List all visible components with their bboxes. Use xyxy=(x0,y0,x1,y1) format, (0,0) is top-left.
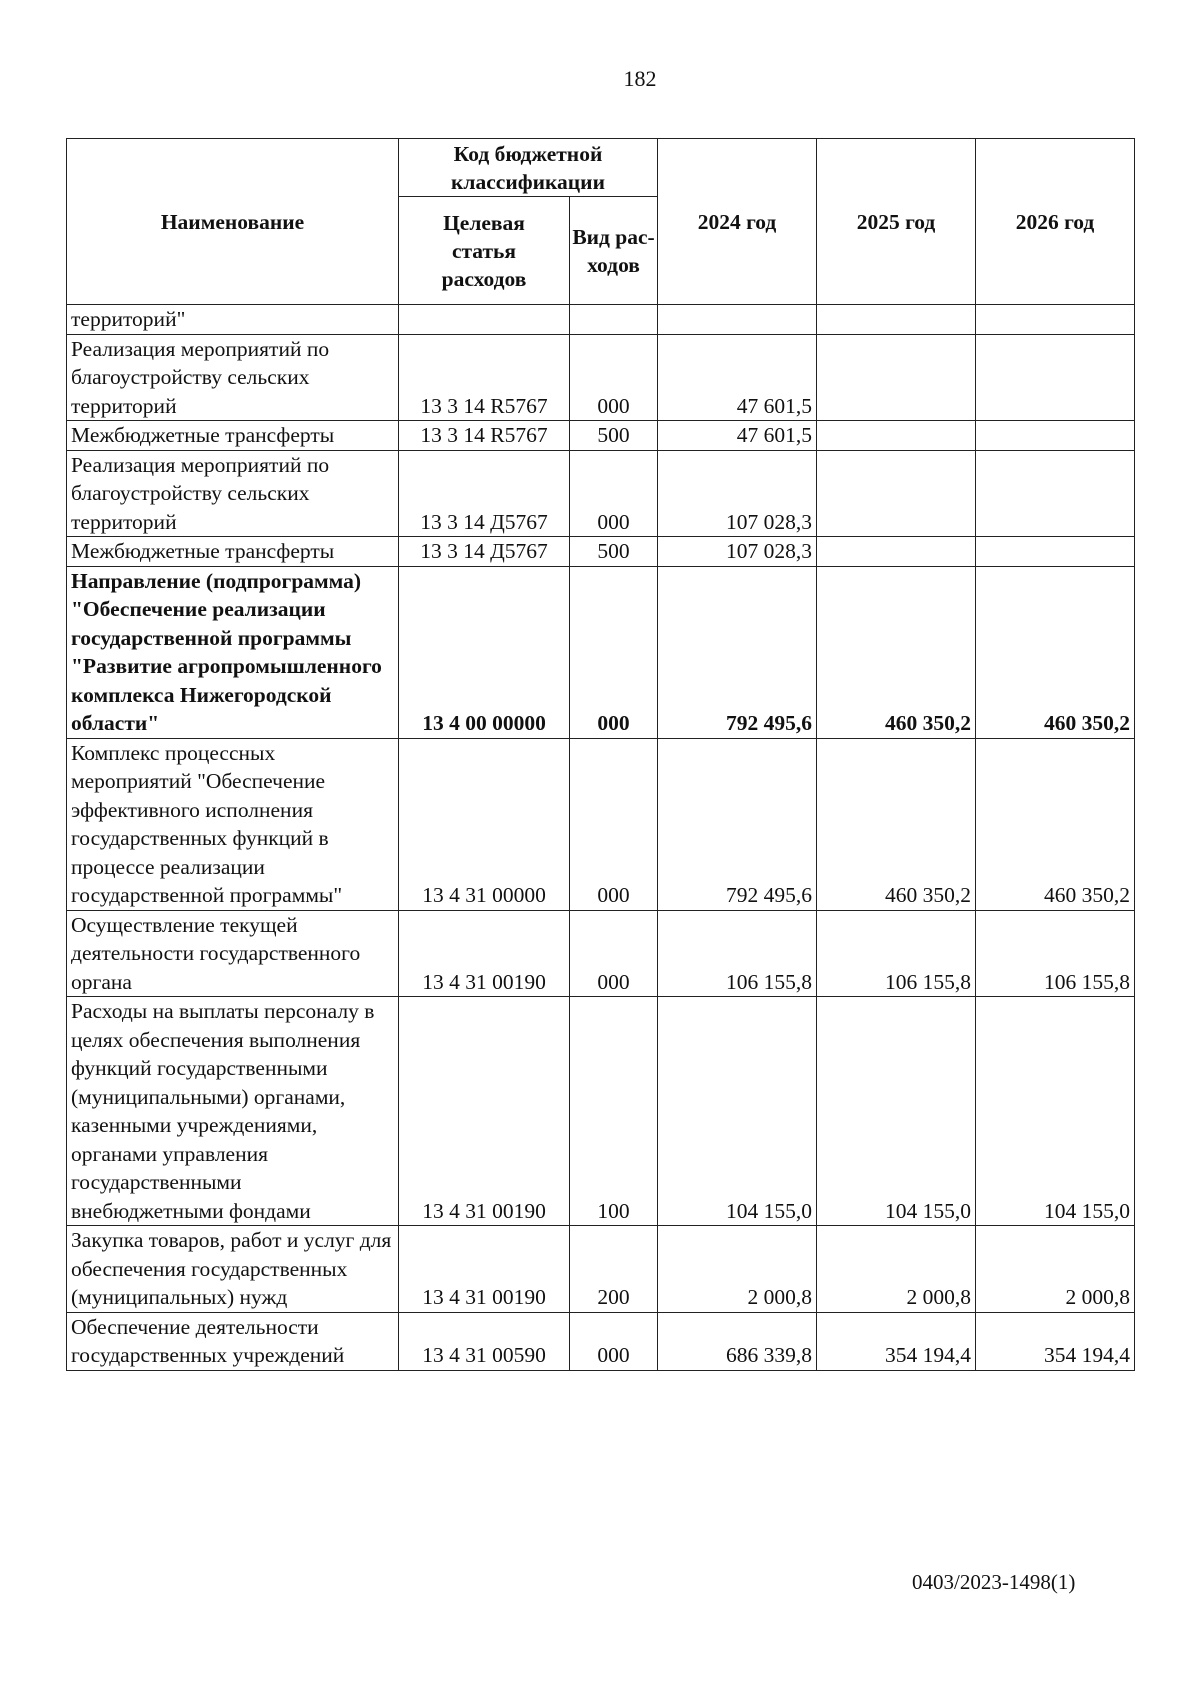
table-row xyxy=(67,537,1135,567)
row-target-code: 13 3 14 R5767 xyxy=(399,421,570,451)
row-amount-2024: 792 495,6 xyxy=(658,566,817,738)
row-target-code: 13 4 00 00000 xyxy=(399,566,570,738)
row-amount-2024: 47 601,5 xyxy=(658,421,817,451)
row-target-code: 13 4 31 00190 xyxy=(399,997,570,1226)
table-row xyxy=(67,305,1135,335)
row-target-code: 13 3 14 Д5767 xyxy=(399,450,570,537)
row-amount-2025: 354 194,4 xyxy=(817,1312,976,1370)
document-code: 0403/2023-1498(1) xyxy=(912,1570,1076,1594)
row-amount-2024: 47 601,5 xyxy=(658,334,817,421)
row-amount-2024: 107 028,3 xyxy=(658,537,817,567)
row-name: Осуществление текущей деятельности государственного органа xyxy=(67,910,399,997)
row-amount-2026 xyxy=(976,537,1135,567)
row-amount-2025: 460 350,2 xyxy=(817,738,976,910)
row-amount-2025: 460 350,2 xyxy=(817,566,976,738)
row-amount-2026 xyxy=(976,450,1135,537)
row-amount-2024: 792 495,6 xyxy=(658,738,817,910)
table-row xyxy=(67,910,1135,997)
row-expense-kind: 500 xyxy=(570,537,658,567)
row-expense-kind: 000 xyxy=(570,1312,658,1370)
row-expense-kind: 200 xyxy=(570,1226,658,1313)
table-row xyxy=(67,738,1135,910)
table-row xyxy=(67,1226,1135,1313)
row-expense-kind: 500 xyxy=(570,421,658,451)
row-target-code: 13 4 31 00190 xyxy=(399,1226,570,1313)
header-name: Наименование xyxy=(67,139,399,305)
row-target-code: 13 4 31 00590 xyxy=(399,1312,570,1370)
row-amount-2025 xyxy=(817,537,976,567)
row-amount-2025: 106 155,8 xyxy=(817,910,976,997)
row-amount-2026 xyxy=(976,334,1135,421)
row-amount-2024: 2 000,8 xyxy=(658,1226,817,1313)
row-amount-2026: 460 350,2 xyxy=(976,566,1135,738)
table-row xyxy=(67,421,1135,451)
row-name: Реализация мероприятий по благоустройству сельских территорий xyxy=(67,334,399,421)
row-amount-2024: 107 028,3 xyxy=(658,450,817,537)
row-target-code: 13 4 31 00190 xyxy=(399,910,570,997)
row-name: Межбюджетные трансферты xyxy=(67,421,399,451)
row-expense-kind: 100 xyxy=(570,997,658,1226)
row-amount-2026: 354 194,4 xyxy=(976,1312,1135,1370)
row-expense-kind: 000 xyxy=(570,566,658,738)
table-row xyxy=(67,997,1135,1226)
row-amount-2025 xyxy=(817,450,976,537)
row-name: Расходы на выплаты персоналу в целях обеспечения выполнения функций государственными (муниципальными) органами, казенными учреждениями, органами управления государственными внебюджетными фондами xyxy=(67,997,399,1226)
row-target-code xyxy=(399,305,570,335)
table-row xyxy=(67,1312,1135,1370)
row-name: Закупка товаров, работ и услуг для обеспечения государственных (муниципальных) нужд xyxy=(67,1226,399,1313)
row-amount-2026: 460 350,2 xyxy=(976,738,1135,910)
header-target: Целевая статья расходов xyxy=(399,197,570,305)
row-target-code: 13 3 14 R5767 xyxy=(399,334,570,421)
row-amount-2025 xyxy=(817,334,976,421)
row-amount-2024: 686 339,8 xyxy=(658,1312,817,1370)
table-row xyxy=(67,334,1135,421)
header-2025: 2025 год xyxy=(817,139,976,305)
header-2024: 2024 год xyxy=(658,139,817,305)
row-expense-kind: 000 xyxy=(570,738,658,910)
row-name: Обеспечение деятельности государственных учреждений xyxy=(67,1312,399,1370)
row-name: Направление (подпрограмма) "Обеспечение реализации государственной программы "Развитие агропромышленного комплекса Нижегородской области" xyxy=(67,566,399,738)
row-amount-2026: 106 155,8 xyxy=(976,910,1135,997)
row-name: Реализация мероприятий по благоустройству сельских территорий xyxy=(67,450,399,537)
header-kind: Вид рас-ходов xyxy=(570,197,658,305)
row-amount-2025 xyxy=(817,305,976,335)
row-amount-2025: 2 000,8 xyxy=(817,1226,976,1313)
row-name: Межбюджетные трансферты xyxy=(67,537,399,567)
row-amount-2025: 104 155,0 xyxy=(817,997,976,1226)
page-number: 182 xyxy=(623,66,657,91)
header-2026: 2026 год xyxy=(976,139,1135,305)
row-amount-2026 xyxy=(976,421,1135,451)
header-code-group: Код бюджетной классификации xyxy=(399,139,658,197)
row-expense-kind xyxy=(570,305,658,335)
table-row xyxy=(67,450,1135,537)
row-name: территорий" xyxy=(67,305,399,335)
row-expense-kind: 000 xyxy=(570,450,658,537)
row-amount-2026: 104 155,0 xyxy=(976,997,1135,1226)
row-expense-kind: 000 xyxy=(570,910,658,997)
row-amount-2024: 106 155,8 xyxy=(658,910,817,997)
row-amount-2024 xyxy=(658,305,817,335)
row-amount-2026: 2 000,8 xyxy=(976,1226,1135,1313)
budget-table xyxy=(66,138,1135,1371)
row-target-code: 13 4 31 00000 xyxy=(399,738,570,910)
row-target-code: 13 3 14 Д5767 xyxy=(399,537,570,567)
table-row xyxy=(67,566,1135,738)
row-amount-2026 xyxy=(976,305,1135,335)
row-name: Комплекс процессных мероприятий "Обеспечение эффективного исполнения государственных функций в процессе реализации государственной программы" xyxy=(67,738,399,910)
row-amount-2024: 104 155,0 xyxy=(658,997,817,1226)
row-expense-kind: 000 xyxy=(570,334,658,421)
row-amount-2025 xyxy=(817,421,976,451)
